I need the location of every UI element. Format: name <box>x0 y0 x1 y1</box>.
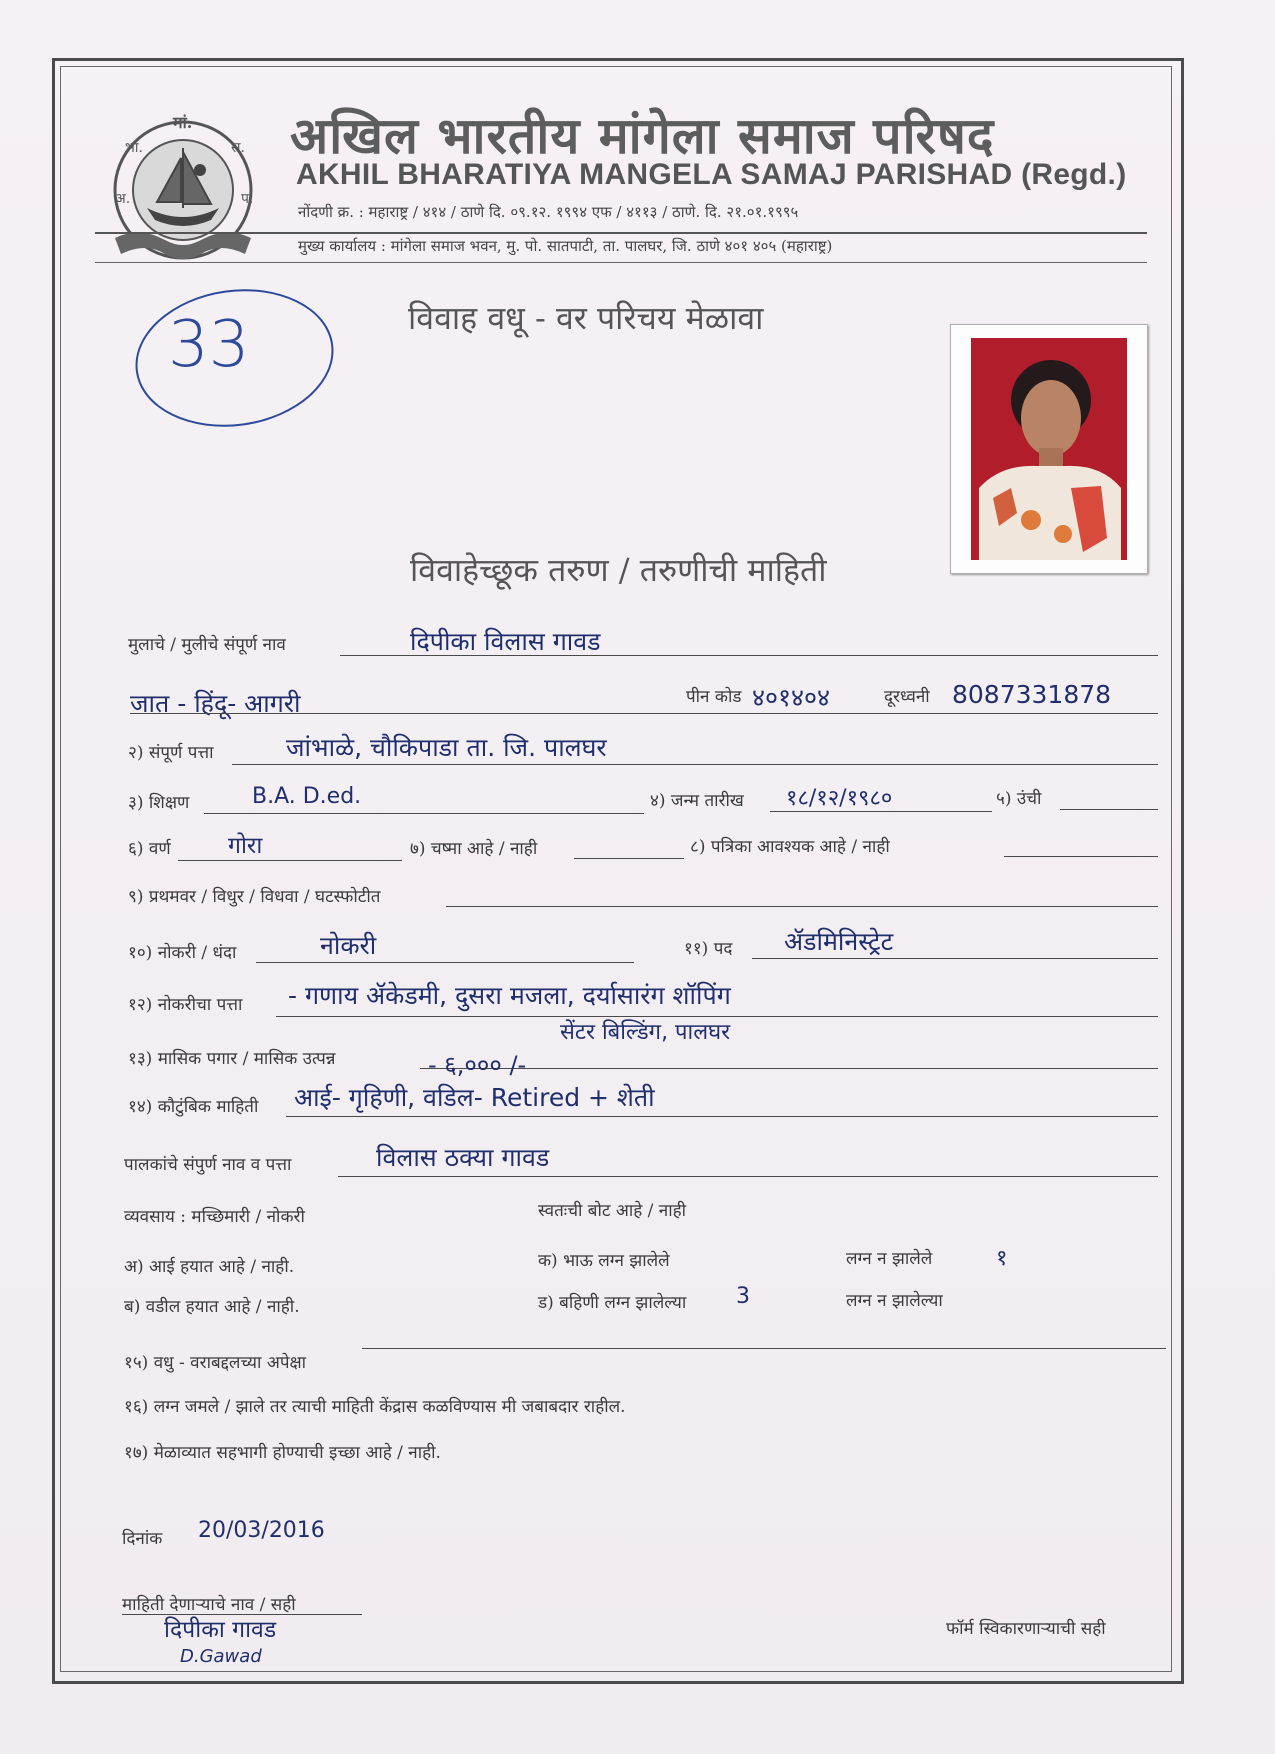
education-underline <box>204 813 644 814</box>
spectacles-underline <box>574 858 684 859</box>
address-label: २) संपूर्ण पत्ता <box>128 743 214 763</box>
parent-value: विलास ठक्या गावड <box>376 1143 550 1172</box>
expectation-label: १५) वधु - वराबद्दलच्या अपेक्षा <box>124 1353 307 1373</box>
job-underline <box>256 962 634 963</box>
name-value: दिपीका विलास गावड <box>410 627 601 656</box>
logo-letter-top-left: भा. <box>125 140 143 156</box>
logo-letter-right: प. <box>241 191 254 207</box>
date-value: 20/03/2016 <box>198 1518 325 1543</box>
height-underline <box>1060 809 1158 810</box>
informant-name: दिपीका गावड <box>164 1617 277 1643</box>
participation-label: १७) मेळाव्यात सहभागी होण्याची इच्छा आहे / नाही. <box>124 1443 441 1463</box>
header-rule <box>95 232 1147 234</box>
education-value: B.A. D.ed. <box>252 784 362 809</box>
mother-alive-label: अ) आई हयात आहे / नाही. <box>124 1257 295 1277</box>
dob-label: ४) जन्म तारीख <box>650 791 744 811</box>
expectation-underline <box>362 1348 1166 1349</box>
occupation-label: व्यवसाय : मच्छिमारी / नोकरी <box>124 1207 305 1227</box>
dob-value: १८/१२/१९८० <box>786 786 893 811</box>
complexion-value: गोरा <box>228 833 263 859</box>
informant-label: माहिती देणाऱ्याचे नाव / सही <box>122 1595 296 1615</box>
complexion-label: ६) वर्ण <box>128 839 171 859</box>
applicant-photo <box>950 324 1148 574</box>
pincode-value: ४०१४०४ <box>752 683 831 712</box>
family-value: आई- गृहिणी, वडिल- Retired + शेती <box>294 1083 655 1112</box>
brothers-unmarried-value: १ <box>996 1246 1008 1271</box>
marital-status-label: ९) प्रथमवर / विधुर / विधवा / घटस्फोटीत <box>128 887 381 907</box>
logo-letter-top-right: स. <box>231 140 245 156</box>
registration-number: नोंदणी क्र. : महाराष्ट्र / ४१४ / ठाणे दि. ०९.१२. १९९४ एफ / ४११३ / ठाणे. दि. २१.०१.१९९५ <box>298 203 799 221</box>
job-label: १०) नोकरी / धंदा <box>128 943 237 963</box>
family-label: १४) कौटुंबिक माहिती <box>128 1097 259 1117</box>
family-underline <box>286 1116 1158 1117</box>
job-address-value-line2: सेंटर बिल्डिंग, पालघर <box>560 1020 731 1045</box>
complexion-underline <box>178 860 402 861</box>
name-row <box>128 632 286 655</box>
sisters-unmarried-label: लग्न न झालेल्या <box>846 1291 943 1311</box>
address-value: जांभाळे, चौकिपाडा ता. जि. पालघर <box>286 733 607 762</box>
header-rule-lower <box>95 262 1147 263</box>
logo-letter-left: अ. <box>115 191 131 207</box>
date-label: दिनांक <box>122 1529 163 1549</box>
phone-value: 8087331878 <box>952 680 1112 709</box>
brothers-married-label: क) भाऊ लग्न झालेले <box>538 1251 670 1271</box>
organization-title-english: AKHIL BHARATIYA MANGELA SAMAJ PARISHAD (Regd.) <box>296 158 1127 191</box>
parent-label: पालकांचे संपुर्ण नाव व पत्ता <box>124 1155 292 1175</box>
caste-underline <box>130 713 1158 714</box>
post-label: ११) पद <box>684 939 733 959</box>
serial-number: 33 <box>168 308 250 382</box>
job-address-value-line1: - गणाय ॲकेडमी, दुसरा मजला, दर्यासारंग शॉपिंग <box>288 981 731 1010</box>
society-logo-emblem <box>95 108 270 278</box>
brothers-unmarried-label: लग्न न झालेले <box>846 1249 933 1269</box>
post-value: ॲडमिनिस्ट्रेट <box>784 927 894 956</box>
event-subtitle: विवाह वधू - वर परिचय मेळावा <box>408 299 764 337</box>
informant-signature: D.Gawad <box>180 1646 262 1667</box>
caste-value: जात - हिंदू- आगरी <box>130 689 301 718</box>
income-value: - ६,००० /- <box>428 1051 527 1079</box>
section-title: विवाहेच्छूक तरुण / तरुणीची माहिती <box>410 551 827 589</box>
education-label: ३) शिक्षण <box>128 793 190 813</box>
marital-underline <box>446 906 1158 907</box>
phone-label: दूरध्वनी <box>884 687 930 707</box>
organization-title-marathi: अखिल भारतीय मांगेला समाज परिषद <box>290 106 995 165</box>
logo-letter-top: मां. <box>173 113 193 132</box>
pincode-label: पीन कोड <box>686 687 742 707</box>
sisters-married-value: 3 <box>736 1284 750 1309</box>
horoscope-underline <box>1004 856 1158 857</box>
father-alive-label: ब) वडील हयात आहे / नाही. <box>124 1297 300 1317</box>
spectacles-label: ७) चष्मा आहे / नाही <box>410 839 538 859</box>
receiver-signature-label: फॉर्म स्विकारणाऱ्याची सही <box>946 1619 1106 1639</box>
name-label: मुलाचे / मुलीचे संपूर्ण नाव <box>128 635 286 655</box>
portrait-image <box>971 338 1127 560</box>
post-underline <box>752 958 1158 959</box>
job-value: नोकरी <box>320 931 377 960</box>
height-label: ५) उंची <box>996 789 1042 809</box>
head-office-address: मुख्य कार्यालय : मांगेला समाज भवन, मु. पो. सातपाटी, ता. पालघर, जि. ठाणे ४०१ ४०५ (महाराष्ट्र) <box>298 237 833 255</box>
sisters-married-label: ड) बहिणी लग्न झालेल्या <box>538 1293 687 1313</box>
job-address-label: १२) नोकरीचा पत्ता <box>128 995 243 1015</box>
declaration-text: १६) लग्न जमले / झाले तर त्याची माहिती केंद्रास कळविण्यास मी जबाबदार राहील. <box>124 1397 626 1417</box>
address-underline <box>232 764 1158 765</box>
parent-underline <box>338 1176 1158 1177</box>
income-underline <box>420 1068 1158 1069</box>
horoscope-label: ८) पत्रिका आवश्यक आहे / नाही <box>690 837 890 857</box>
income-label: १३) मासिक पगार / मासिक उत्पन्न <box>128 1049 336 1069</box>
boat-label: स्वतःची बोट आहे / नाही <box>538 1201 687 1221</box>
